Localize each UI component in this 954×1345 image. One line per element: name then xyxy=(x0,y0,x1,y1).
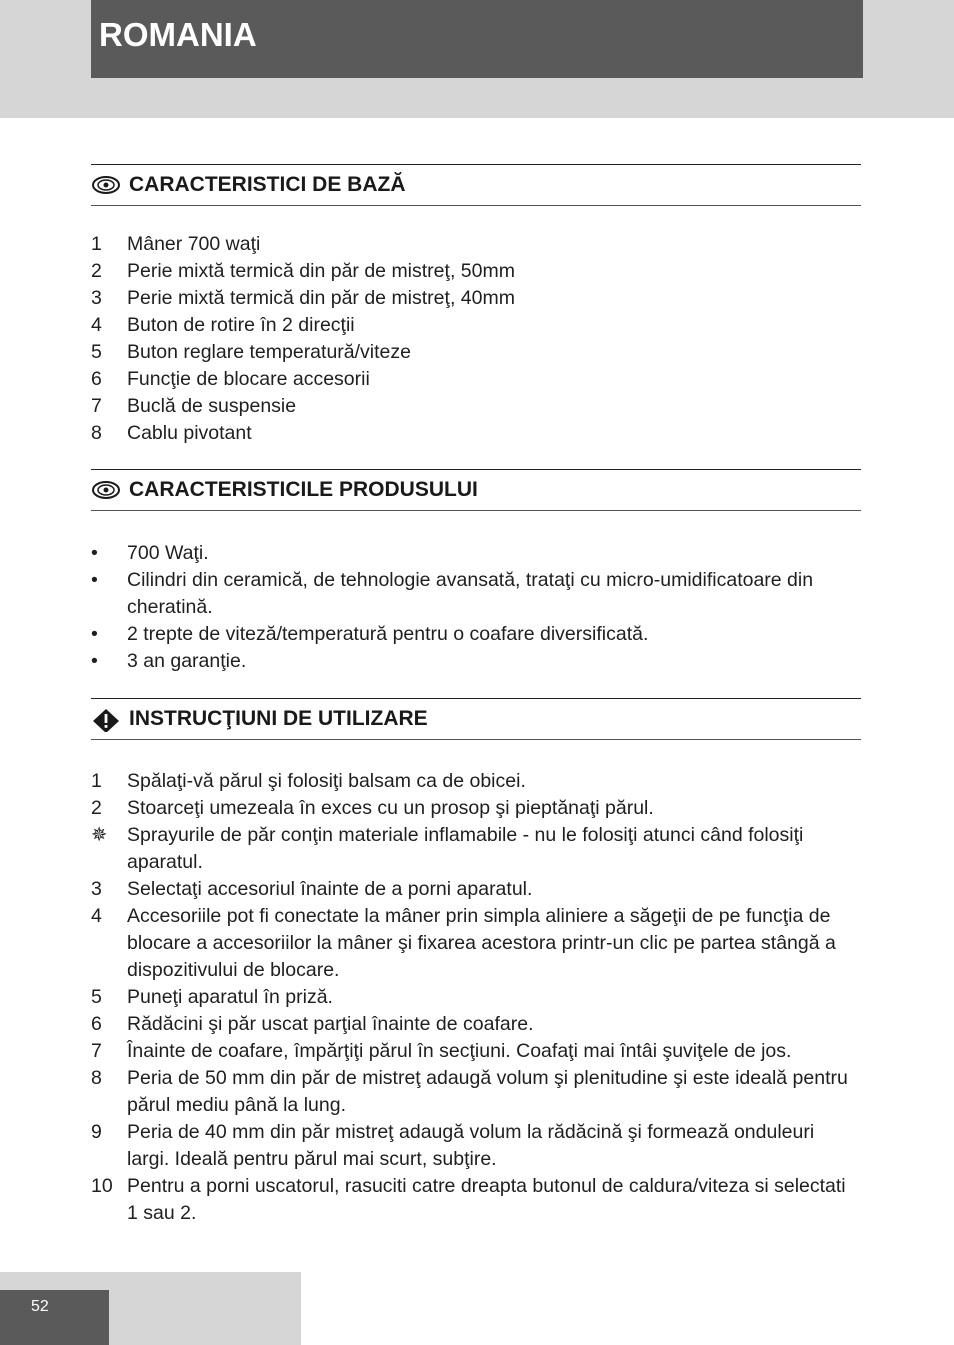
list-item: 7 Înainte de coafare, împărţiţi părul în secţiuni. Coafaţi mai întâi şuviţele de jos. xyxy=(91,1040,792,1062)
list-item: 3 Selectaţi accesoriul înainte de a porni aparatul. xyxy=(91,878,533,900)
list-item: • Cilindri din ceramică, de tehnologie avansată, trataţi cu micro-umidificatoare din cheratină. xyxy=(91,569,814,618)
section-heading-instructions xyxy=(91,698,861,740)
list-item: 9 Peria de 40 mm din păr mistreţ adaugă volum la rădăcină şi formează onduleuri largi. Ideală pentru părul mai scurt, subţire. xyxy=(91,1121,815,1170)
list-item: ✵ Sprayurile de păr conţin materiale inflamabile - nu le folosiţi atunci când folosiţi aparatul. xyxy=(91,824,804,873)
list-item: 5 Puneţi aparatul în priză. xyxy=(91,986,333,1008)
list-item: 4 Buton de rotire în 2 direcţii xyxy=(91,314,355,336)
page-number: 52 xyxy=(0,1290,109,1345)
list-item: 6 Rădăcini şi păr uscat parţial înainte de coafare. xyxy=(91,1013,534,1035)
list-item: 3 Perie mixtă termică din păr de mistreţ, 40mm xyxy=(91,287,515,309)
section-heading-product-features xyxy=(91,469,861,511)
section-heading-text: INSTRUCŢIUNI DE UTILIZARE xyxy=(129,707,428,730)
product-features-list xyxy=(91,540,861,675)
eye-icon xyxy=(91,174,121,196)
list-item: 8 Peria de 50 mm din păr de mistreţ adaugă volum şi plenitudine şi este ideală pentru părul mediu până la lung. xyxy=(91,1067,848,1116)
list-item: 1 Spălaţi-vă părul şi folosiţi balsam ca de obicei. xyxy=(91,770,526,792)
section-heading-basic-features xyxy=(91,164,861,206)
list-item: 5 Buton reglare temperatură/viteze xyxy=(91,341,411,363)
section-heading-text: CARACTERISTICILE PRODUSULUI xyxy=(129,478,478,501)
list-item: 2 Stoarceţi umezeala în exces cu un prosop şi pieptănaţi părul. xyxy=(91,797,654,819)
instructions-list xyxy=(91,768,861,1227)
page-title: ROMANIA xyxy=(91,0,863,78)
section-heading-text: CARACTERISTICI DE BAZĂ xyxy=(129,173,406,196)
list-item: 10 Pentru a porni uscatorul, rasuciti catre dreapta butonul de caldura/viteza si selectati 1 sau 2. xyxy=(91,1175,846,1224)
list-item: • 700 Waţi. xyxy=(91,542,209,564)
list-item: 2 Perie mixtă termică din păr de mistreţ, 50mm xyxy=(91,260,515,282)
list-item: • 2 trepte de viteză/temperatură pentru o coafare diversificată. xyxy=(91,623,649,645)
caution-star-icon: ✵ xyxy=(91,824,108,846)
list-item: 8 Cablu pivotant xyxy=(91,422,252,444)
list-item: 4 Accesoriile pot fi conectate la mâner prin simpla aliniere a săgeţii de pe funcţia de blocare a accesoriilor la mâner şi fixarea acestora printr-un clic pe partea stângă a dispozitivului de blocare. xyxy=(91,905,836,981)
list-item: 1 Mâner 700 waţi xyxy=(91,233,261,255)
list-item: • 3 an garanţie. xyxy=(91,650,247,672)
eye-icon xyxy=(91,479,121,501)
list-item: 7 Buclă de suspensie xyxy=(91,395,297,417)
warning-icon xyxy=(91,706,121,732)
basic-features-list xyxy=(91,231,861,447)
list-item: 6 Funcţie de blocare accesorii xyxy=(91,368,370,390)
